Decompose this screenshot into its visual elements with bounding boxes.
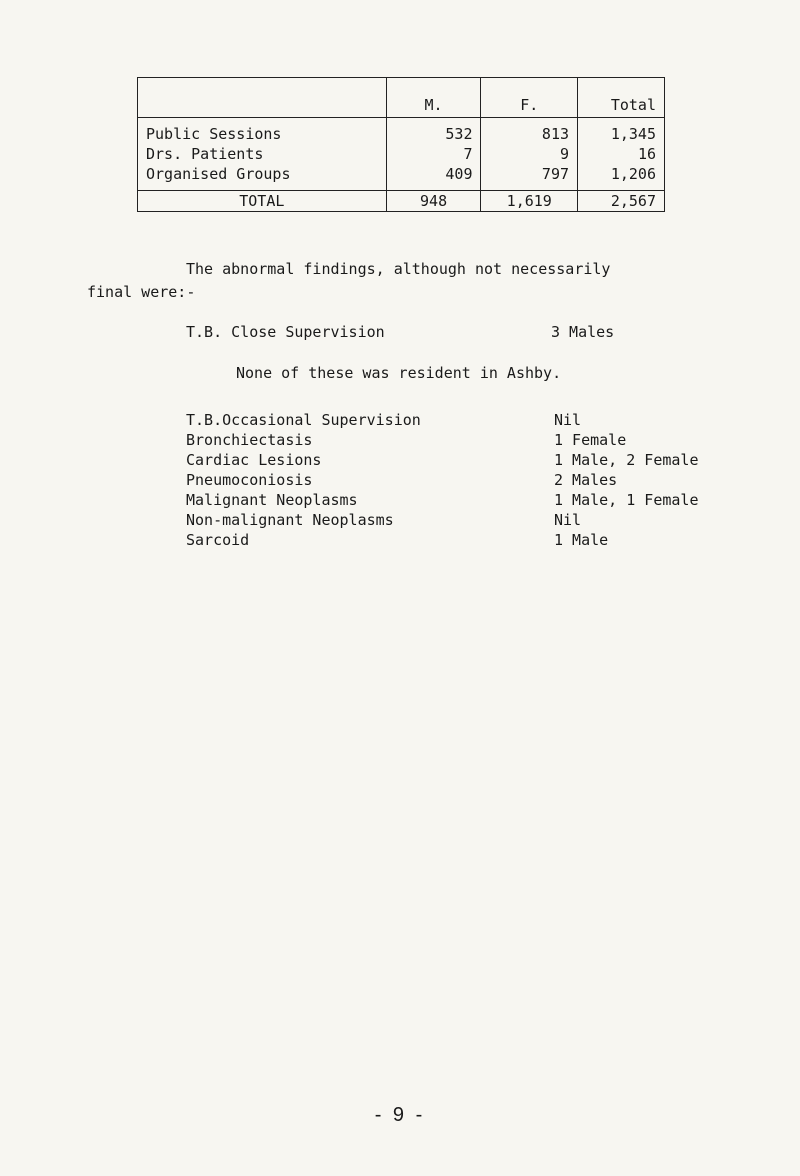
list-item <box>186 530 699 550</box>
finding-label: Pneumoconiosis <box>186 471 313 489</box>
finding-value: 1 Male <box>554 531 609 549</box>
table-total-row <box>138 191 665 212</box>
list-item <box>186 430 699 450</box>
row-labels <box>138 118 387 191</box>
female-values <box>481 118 578 191</box>
male-value: 7 <box>463 145 473 163</box>
finding-label: Bronchiectasis <box>186 431 313 449</box>
header-female: F. <box>481 78 578 118</box>
total-value: 16 <box>637 145 656 163</box>
close-supervision-label: T.B. Close Supervision <box>186 323 385 341</box>
finding-value: Nil <box>554 511 582 529</box>
total-values <box>578 118 665 191</box>
finding-value: 1 Male, 1 Female <box>554 491 699 509</box>
total-all: 2,567 <box>578 191 665 212</box>
finding-label: Non-malignant Neoplasms <box>186 511 394 529</box>
header-male: M. <box>386 78 481 118</box>
header-blank <box>138 78 387 118</box>
list-item <box>186 470 699 490</box>
table-header-row <box>138 78 665 118</box>
total-label: TOTAL <box>138 191 387 212</box>
finding-value: 1 Female <box>554 431 627 449</box>
list-item <box>186 450 699 470</box>
total-female: 1,619 <box>481 191 578 212</box>
finding-label: Malignant Neoplasms <box>186 491 358 509</box>
male-values <box>386 118 481 191</box>
finding-value: 1 Male, 2 Female <box>554 451 699 469</box>
total-male: 948 <box>386 191 481 212</box>
finding-label: Sarcoid <box>186 531 250 549</box>
sessions-table <box>137 77 665 212</box>
findings-list <box>186 410 699 550</box>
close-supervision-value: 3 Males <box>551 323 615 341</box>
page-number: - 9 - <box>374 1104 426 1126</box>
male-value: 409 <box>445 165 473 183</box>
female-value: 813 <box>541 125 570 143</box>
list-item <box>186 510 699 530</box>
finding-value: Nil <box>554 411 582 429</box>
finding-value: 2 Males <box>554 471 618 489</box>
intro-line-2: final were:- <box>87 283 196 301</box>
header-total: Total <box>578 78 665 118</box>
list-item <box>186 410 699 430</box>
list-item <box>186 490 699 510</box>
finding-label: Cardiac Lesions <box>186 451 322 469</box>
total-value: 1,345 <box>610 125 656 143</box>
female-value: 9 <box>559 145 570 163</box>
row-label: Public Sessions <box>146 125 282 143</box>
finding-label: T.B.Occasional Supervision <box>186 411 421 429</box>
intro-line-1: The abnormal findings, although not necessarily <box>186 260 611 278</box>
row-label: Organised Groups <box>146 165 291 183</box>
male-value: 532 <box>445 125 473 143</box>
row-label: Drs. Patients <box>146 145 264 163</box>
table-body-row <box>138 118 665 191</box>
residence-note: None of these was resident in Ashby. <box>236 364 562 382</box>
female-value: 797 <box>541 165 570 183</box>
total-value: 1,206 <box>610 165 656 183</box>
